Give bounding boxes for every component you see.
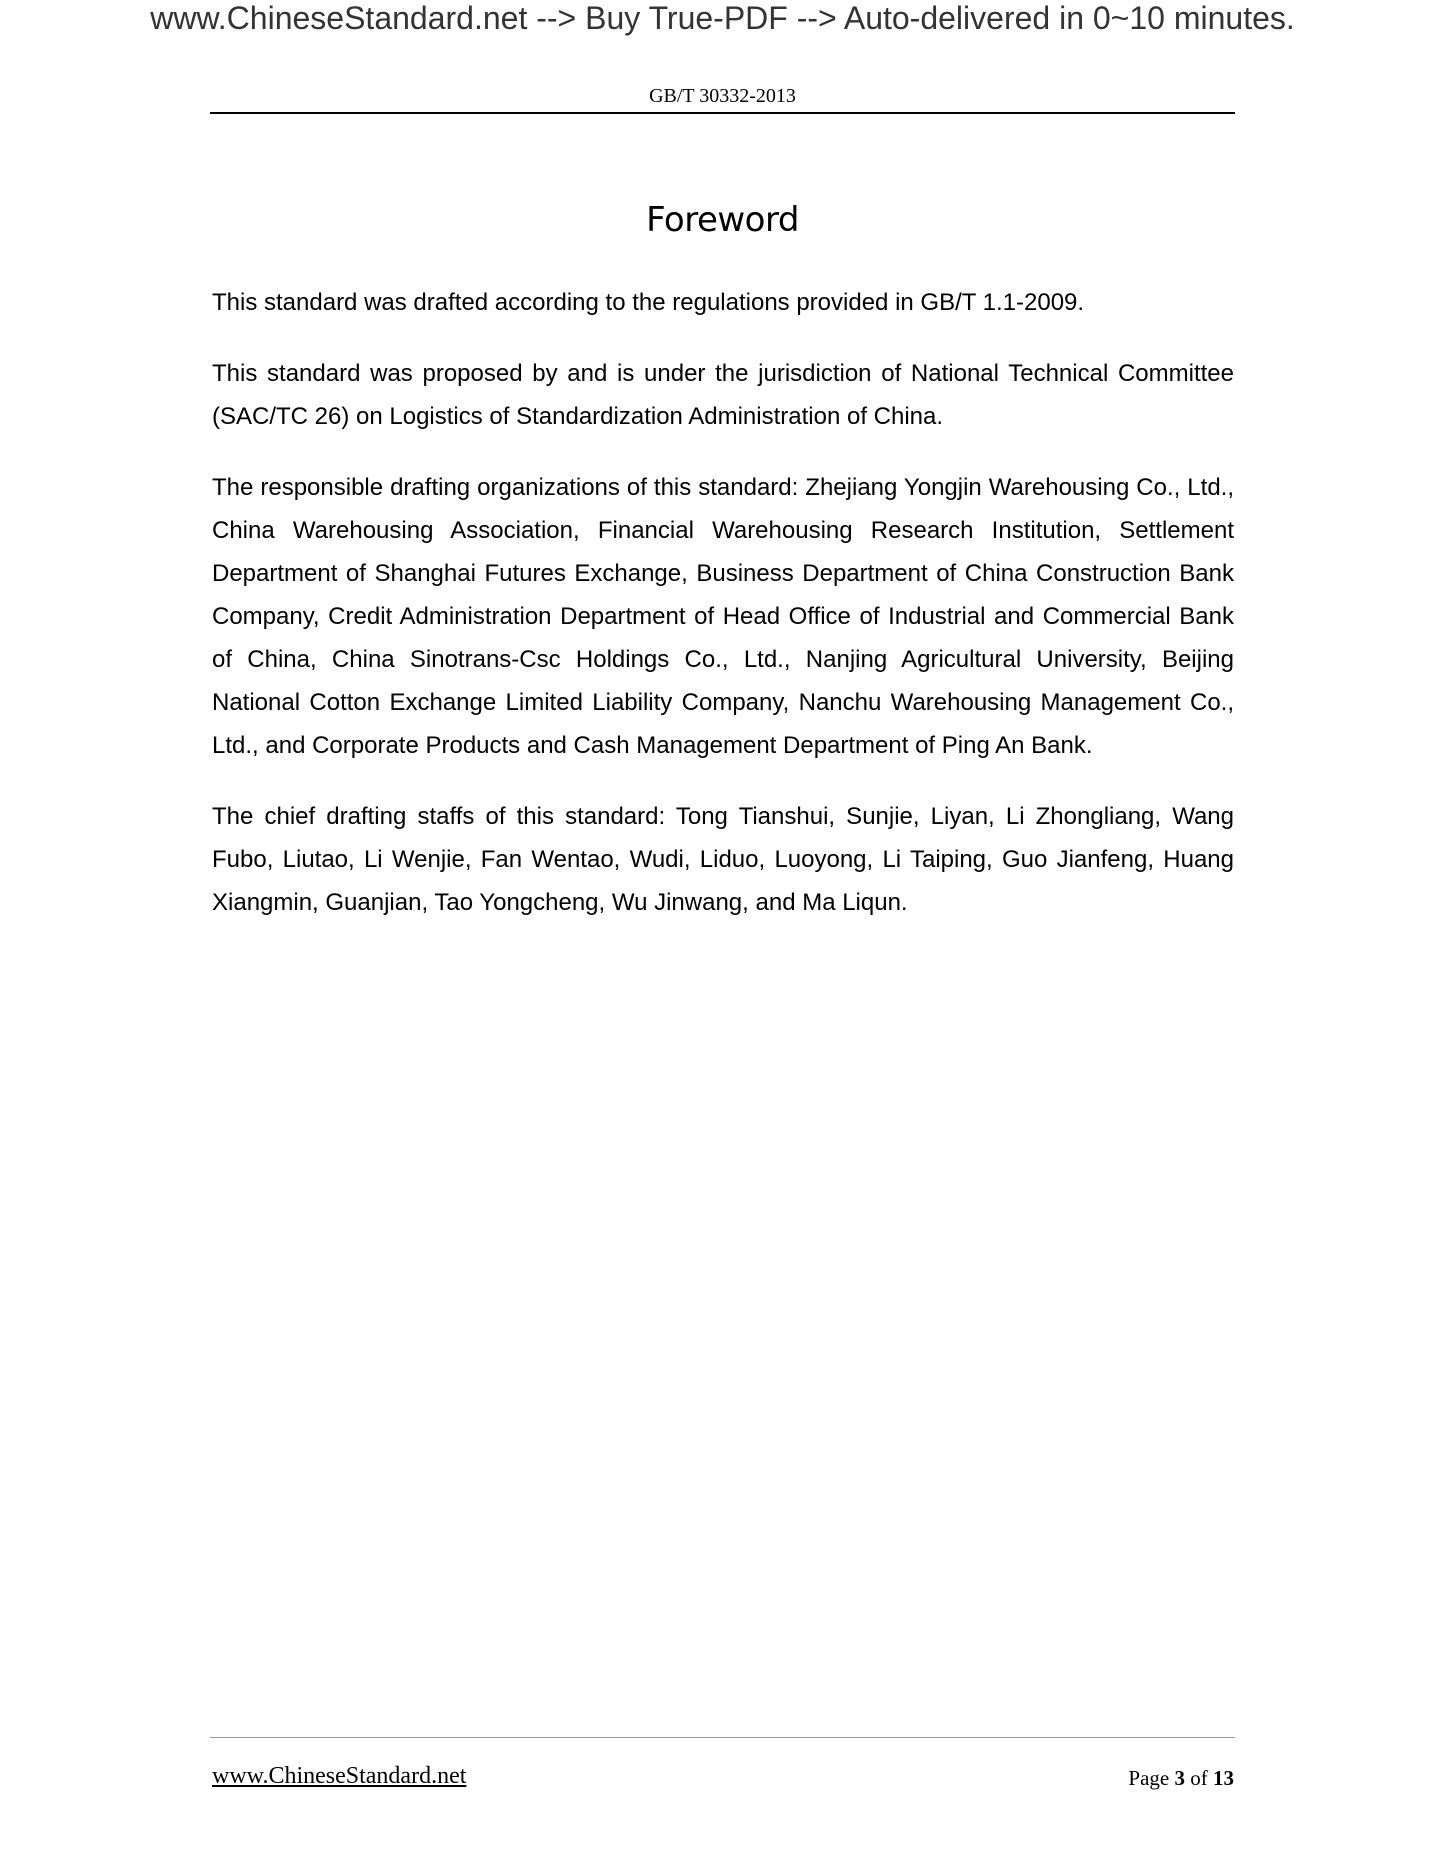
footer-website-link[interactable]: www.ChineseStandard.net <box>212 1763 467 1789</box>
paragraph-drafting-rules: This standard was drafted according to the regulations provided in GB/T 1.1-2009. <box>212 289 1085 316</box>
page-number <box>1128 1765 1234 1791</box>
page-of: of <box>1185 1766 1213 1790</box>
paragraph-drafting-organizations: The responsible drafting organizations of this standard: Zhejiang Yongjin Warehousing Co., Ltd., China Warehousing Association, Financial Warehousing Research Institution, Settlement Department of Shanghai Futures Exchange, Business Department of China Construction Bank Company, Credit Administration Department of Head Office of Industrial and Commercial Bank of China, China Sinotrans-Csc Holdings Co., Ltd., Nanjing Agricultural University, Beijing National Cotton Exchange Limited Liability Company, Nanchu Warehousing Management Co., Ltd., and Corporate Products and Cash Management Department of Ping An Bank. <box>212 474 1234 759</box>
paragraph-proposal: This standard was proposed by and is under the jurisdiction of National Technical Committee (SAC/TC 26) on Logistics of Standardization Administration of China. <box>212 360 1234 430</box>
page-prefix: Page <box>1128 1766 1175 1790</box>
header-divider <box>210 112 1235 114</box>
page-title: Foreword <box>646 200 799 240</box>
promo-banner: www.ChineseStandard.net --> Buy True-PDF --> Auto-delivered in 0~10 minutes. <box>150 0 1295 36</box>
paragraph-drafting-staffs: The chief drafting staffs of this standard: Tong Tianshui, Sunjie, Liyan, Li Zhongliang, Wang Fubo, Liutao, Li Wenjie, Fan Wentao, Wudi, Liduo, Luoyong, Li Taiping, Guo Jianfeng, Huang Xiangmin, Guanjian, Tao Yongcheng, Wu Jinwang, and Ma Liqun. <box>212 803 1234 916</box>
document-code: GB/T 30332-2013 <box>649 85 796 107</box>
page-current: 3 <box>1174 1766 1185 1790</box>
foreword-body <box>212 281 1234 952</box>
footer-divider <box>210 1737 1235 1738</box>
page-total: 13 <box>1213 1766 1234 1790</box>
